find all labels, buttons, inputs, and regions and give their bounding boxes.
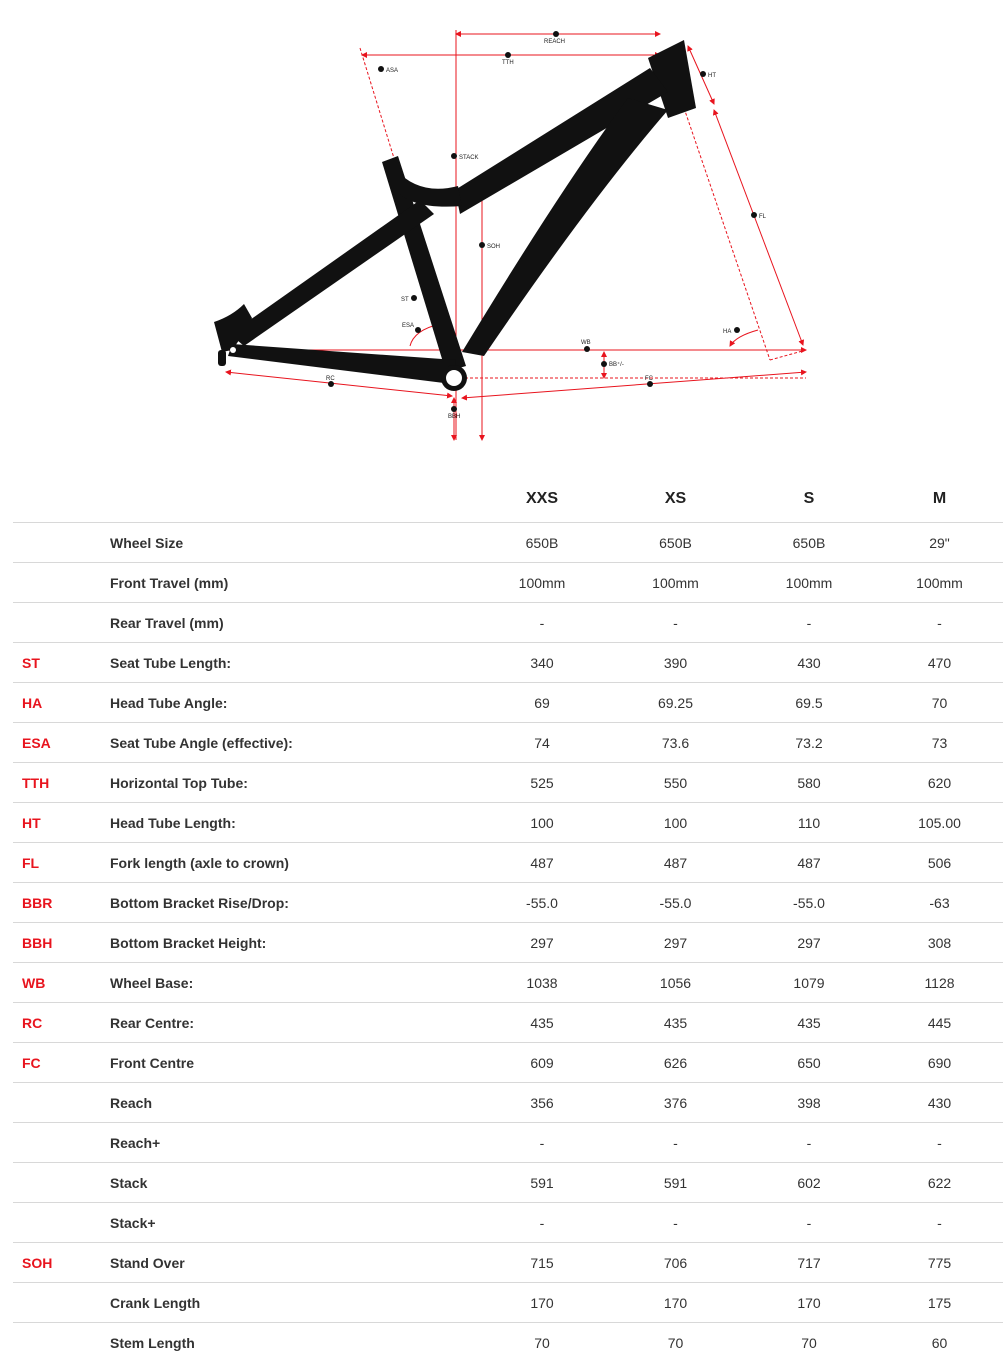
row-code: WB	[13, 963, 110, 1003]
row-code: HA	[13, 683, 110, 723]
row-value: -55.0	[609, 883, 742, 923]
row-value: 487	[742, 843, 876, 883]
row-label: Reach	[110, 1083, 475, 1123]
rc-label: RC	[326, 376, 335, 382]
row-value: -	[876, 603, 1003, 643]
row-value: 690	[876, 1043, 1003, 1083]
row-value: 398	[742, 1083, 876, 1123]
row-label: Stack+	[110, 1203, 475, 1243]
row-value: 60	[876, 1323, 1003, 1363]
fl-label: FL	[759, 214, 767, 220]
row-code	[13, 1283, 110, 1323]
frame-geometry-diagram	[0, 0, 1003, 460]
table-row	[13, 1083, 1003, 1123]
row-value: 430	[876, 1083, 1003, 1123]
row-label: Wheel Base:	[110, 963, 475, 1003]
row-label: Rear Centre:	[110, 1003, 475, 1043]
row-value: -	[475, 603, 609, 643]
row-label: Stand Over	[110, 1243, 475, 1283]
row-label: Horizontal Top Tube:	[110, 763, 475, 803]
row-value: 1038	[475, 963, 609, 1003]
row-code	[13, 563, 110, 603]
row-label: Head Tube Angle:	[110, 683, 475, 723]
table-row	[13, 1243, 1003, 1283]
row-value: 175	[876, 1283, 1003, 1323]
table-row	[13, 1043, 1003, 1083]
row-value: 1056	[609, 963, 742, 1003]
table-row	[13, 883, 1003, 923]
row-value: 100mm	[742, 563, 876, 603]
row-value: 717	[742, 1243, 876, 1283]
soh-label: SOH	[487, 244, 501, 250]
wb-label: WB	[581, 340, 591, 346]
asa-label: ASA	[386, 68, 399, 74]
row-value: -	[876, 1203, 1003, 1243]
row-label: Crank Length	[110, 1283, 475, 1323]
row-label: Stack	[110, 1163, 475, 1203]
esa-label: ESA	[402, 323, 415, 329]
row-value: 390	[609, 643, 742, 683]
row-value: 376	[609, 1083, 742, 1123]
row-label: Wheel Size	[110, 523, 475, 563]
reach-label: REACH	[544, 39, 566, 45]
fc-label: FC	[645, 376, 653, 382]
table-row	[13, 523, 1003, 563]
row-code: TTH	[13, 763, 110, 803]
row-value: 626	[609, 1043, 742, 1083]
size-header: XS	[664, 490, 687, 507]
row-value: 435	[609, 1003, 742, 1043]
row-value: 591	[475, 1163, 609, 1203]
row-value: -55.0	[475, 883, 609, 923]
row-value: 297	[475, 923, 609, 963]
row-value: 70	[876, 683, 1003, 723]
row-value: 73	[876, 723, 1003, 763]
row-value: -55.0	[742, 883, 876, 923]
code-column-header	[13, 476, 110, 523]
table-row	[13, 1283, 1003, 1323]
row-code: ESA	[13, 723, 110, 763]
row-value: 297	[609, 923, 742, 963]
row-value: 487	[609, 843, 742, 883]
row-value: 69.25	[609, 683, 742, 723]
row-value: 170	[742, 1283, 876, 1323]
row-value: 620	[876, 763, 1003, 803]
row-value: -	[475, 1123, 609, 1163]
row-label: Front Centre	[110, 1043, 475, 1083]
table-row	[13, 1323, 1003, 1363]
row-value: 70	[609, 1323, 742, 1363]
row-label: Fork length (axle to crown)	[110, 843, 475, 883]
row-value: 110	[742, 803, 876, 843]
bb-label: BB⁺/-	[609, 362, 624, 368]
table-row	[13, 923, 1003, 963]
row-value: 609	[475, 1043, 609, 1083]
row-value: -	[609, 1203, 742, 1243]
stack-label: STACK	[459, 155, 479, 161]
row-value: 1079	[742, 963, 876, 1003]
row-value: 435	[742, 1003, 876, 1043]
row-value: 506	[876, 843, 1003, 883]
row-code: BBH	[13, 923, 110, 963]
tth-label: TTH	[502, 60, 514, 66]
row-value: 591	[609, 1163, 742, 1203]
bbh-label: BBH	[448, 414, 461, 420]
table-row	[13, 643, 1003, 683]
row-value: -	[609, 1123, 742, 1163]
row-value: 73.6	[609, 723, 742, 763]
row-value: 105.00	[876, 803, 1003, 843]
row-label: Stem Length	[110, 1323, 475, 1363]
row-value: -	[876, 1123, 1003, 1163]
st-label: ST	[401, 297, 409, 303]
row-value: 650B	[475, 523, 609, 563]
row-value: 170	[609, 1283, 742, 1323]
row-value: 602	[742, 1163, 876, 1203]
table-row	[13, 1003, 1003, 1043]
row-code: SOH	[13, 1243, 110, 1283]
row-label: Rear Travel (mm)	[110, 603, 475, 643]
row-value: -	[742, 1123, 876, 1163]
row-value: 550	[609, 763, 742, 803]
row-value: 69.5	[742, 683, 876, 723]
row-value: 297	[742, 923, 876, 963]
row-code: RC	[13, 1003, 110, 1043]
row-value: 487	[475, 843, 609, 883]
size-header: XXS	[525, 490, 558, 507]
table-row	[13, 1123, 1003, 1163]
row-value: 100mm	[609, 563, 742, 603]
row-code: FL	[13, 843, 110, 883]
geometry-table	[13, 476, 1003, 1362]
row-value: 100	[609, 803, 742, 843]
row-label: Reach+	[110, 1123, 475, 1163]
table-row	[13, 763, 1003, 803]
row-code: FC	[13, 1043, 110, 1083]
row-value: 650B	[609, 523, 742, 563]
row-value: 29"	[876, 523, 1003, 563]
table-row	[13, 683, 1003, 723]
row-value: 706	[609, 1243, 742, 1283]
row-value: 73.2	[742, 723, 876, 763]
bike-frame-silhouette	[214, 40, 696, 391]
row-value: -	[475, 1203, 609, 1243]
table-row	[13, 803, 1003, 843]
row-label: Seat Tube Length:	[110, 643, 475, 683]
row-code: ST	[13, 643, 110, 683]
row-value: 70	[475, 1323, 609, 1363]
row-value: -63	[876, 883, 1003, 923]
table-row	[13, 1163, 1003, 1203]
row-value: 430	[742, 643, 876, 683]
row-value: 715	[475, 1243, 609, 1283]
row-code	[13, 1123, 110, 1163]
size-header-row	[13, 476, 1003, 523]
row-value: 470	[876, 643, 1003, 683]
row-value: 622	[876, 1163, 1003, 1203]
row-value: -	[742, 603, 876, 643]
row-value: 775	[876, 1243, 1003, 1283]
row-label: Front Travel (mm)	[110, 563, 475, 603]
row-value: 74	[475, 723, 609, 763]
row-value: 525	[475, 763, 609, 803]
row-value: 1128	[876, 963, 1003, 1003]
row-code	[13, 1323, 110, 1363]
row-value: 100mm	[876, 563, 1003, 603]
row-code	[13, 523, 110, 563]
table-row	[13, 963, 1003, 1003]
row-value: -	[609, 603, 742, 643]
label-column-header	[110, 476, 475, 523]
table-row	[13, 603, 1003, 643]
table-row	[13, 723, 1003, 763]
row-value: -	[742, 1203, 876, 1243]
row-code: BBR	[13, 883, 110, 923]
row-value: 70	[742, 1323, 876, 1363]
row-code: HT	[13, 803, 110, 843]
size-header: M	[932, 490, 947, 507]
row-value: 580	[742, 763, 876, 803]
row-code	[13, 1083, 110, 1123]
table-row	[13, 1203, 1003, 1243]
row-value: 100mm	[475, 563, 609, 603]
row-value: 435	[475, 1003, 609, 1043]
row-label: Bottom Bracket Rise/Drop:	[110, 883, 475, 923]
row-value: 308	[876, 923, 1003, 963]
row-value: 170	[475, 1283, 609, 1323]
row-code	[13, 1203, 110, 1243]
row-value: 650	[742, 1043, 876, 1083]
size-header: S	[803, 490, 815, 507]
row-value: 340	[475, 643, 609, 683]
table-row	[13, 563, 1003, 603]
row-value: 445	[876, 1003, 1003, 1043]
ha-label: HA	[723, 329, 732, 335]
table-row	[13, 843, 1003, 883]
row-label: Seat Tube Angle (effective):	[110, 723, 475, 763]
dimension-lines	[226, 30, 806, 440]
row-value: 69	[475, 683, 609, 723]
row-label: Head Tube Length:	[110, 803, 475, 843]
row-label: Bottom Bracket Height:	[110, 923, 475, 963]
row-value: 100	[475, 803, 609, 843]
row-code	[13, 1163, 110, 1203]
row-code	[13, 603, 110, 643]
row-value: 650B	[742, 523, 876, 563]
row-value: 356	[475, 1083, 609, 1123]
ht-label: HT	[708, 73, 716, 79]
